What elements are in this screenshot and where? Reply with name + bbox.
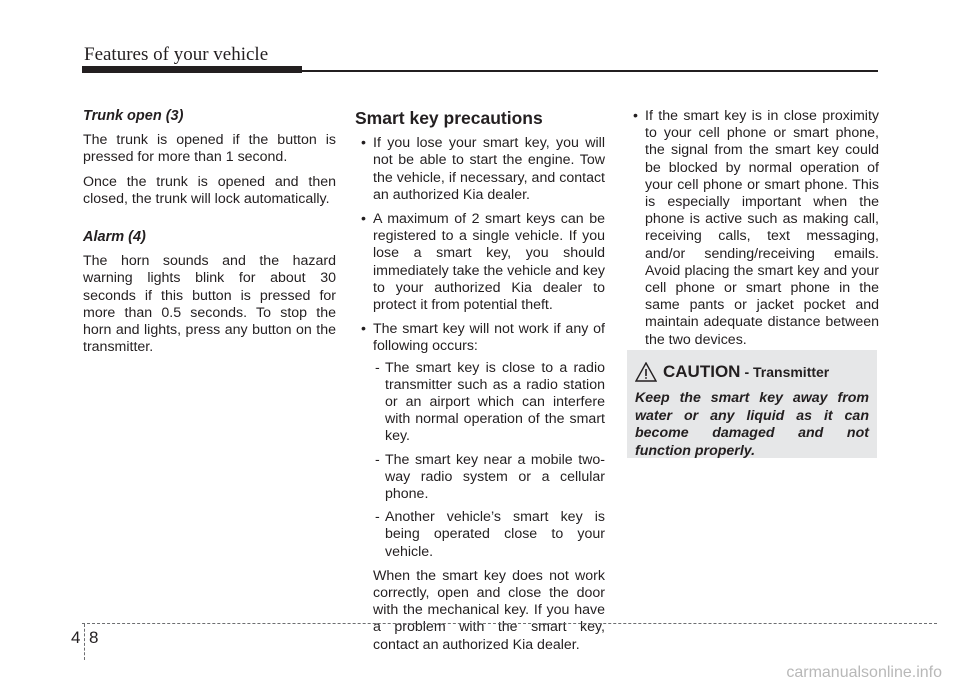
- caution-subtitle: - Transmitter: [744, 364, 830, 380]
- conditions-list: [373, 360, 605, 561]
- condition-item: - Another vehicle’s smart key is being operated close to your vehicle.: [373, 509, 605, 561]
- page-title: Features of your vehicle: [84, 44, 269, 65]
- trunk-open-heading: Trunk open (3): [83, 108, 184, 124]
- header-rule: [302, 70, 878, 72]
- right-column: [627, 108, 879, 356]
- proximity-item: • If the smart key is in close proximity to your cell phone or smart phone, the signal from the smart key could be blocked by normal operation of your cell phone or smart phone. This is especially important when the phone is active such as making call, receiving calls, text messaging, and/or sending/receiving emails. Avoid placing the smart key and your cell phone or smart phone in the same pants or jacket pocket and maintain adequate distance between the two devices.: [627, 108, 879, 349]
- condition-item: - The smart key near a mobile two-way radio system or a cellular phone.: [373, 452, 605, 504]
- header-bar: [82, 66, 302, 73]
- trunk-open-text-2: Once the trunk is opened and then closed, the trunk will lock automatically.: [83, 173, 336, 207]
- precaution-item: • If you lose your smart key, you will not be able to start the engine. Tow the vehicle, if necessary, and contact an authorized Kia dealer.: [355, 135, 605, 204]
- caution-text: Keep the smart key away from water or any liquid as it can become damaged and not function properly.: [635, 390, 869, 459]
- precautions-list: [355, 135, 605, 561]
- closing-paragraph: When the smart key does not work correctly, open and close the door with the mechanical key. If you have a problem with the smart key, contact an authorized Kia dealer.: [373, 567, 605, 653]
- caution-header: [635, 362, 829, 382]
- left-column: [83, 108, 336, 363]
- trunk-open-text-1: The trunk is opened if the button is pressed for more than 1 second.: [83, 132, 336, 166]
- footer-rule: [82, 623, 937, 624]
- caution-label: CAUTION: [663, 362, 741, 381]
- proximity-list: [627, 108, 879, 349]
- condition-item: - The smart key is close to a radio transmitter such as a radio station or an airport which can interfere with normal operation of the smart key.: [373, 360, 605, 446]
- chapter-number: 4: [71, 628, 81, 647]
- precaution-item-text: The smart key will not work if any of following occurs:: [373, 321, 605, 355]
- section-title: Smart key precautions: [355, 108, 543, 128]
- precaution-item: • A maximum of 2 smart keys can be registered to a single vehicle. If you lose a smart key, you should immediately take the vehicle and key to your authorized Kia dealer to protect it from potential theft.: [355, 211, 605, 314]
- middle-column: [355, 108, 605, 661]
- warning-triangle-icon: [635, 362, 657, 382]
- alarm-text: The horn sounds and the hazard warning lights blink for about 30 seconds if this button is pressed for more than 0.5 seconds. To stop the horn and lights, press any button on the transmitter.: [83, 253, 336, 356]
- alarm-heading: Alarm (4): [83, 229, 146, 246]
- watermark: carmanualsonline.info: [786, 664, 942, 681]
- precaution-item: [355, 321, 605, 561]
- page-number: 8: [89, 628, 99, 647]
- caution-box: [627, 350, 877, 458]
- page-number-divider: [84, 624, 85, 660]
